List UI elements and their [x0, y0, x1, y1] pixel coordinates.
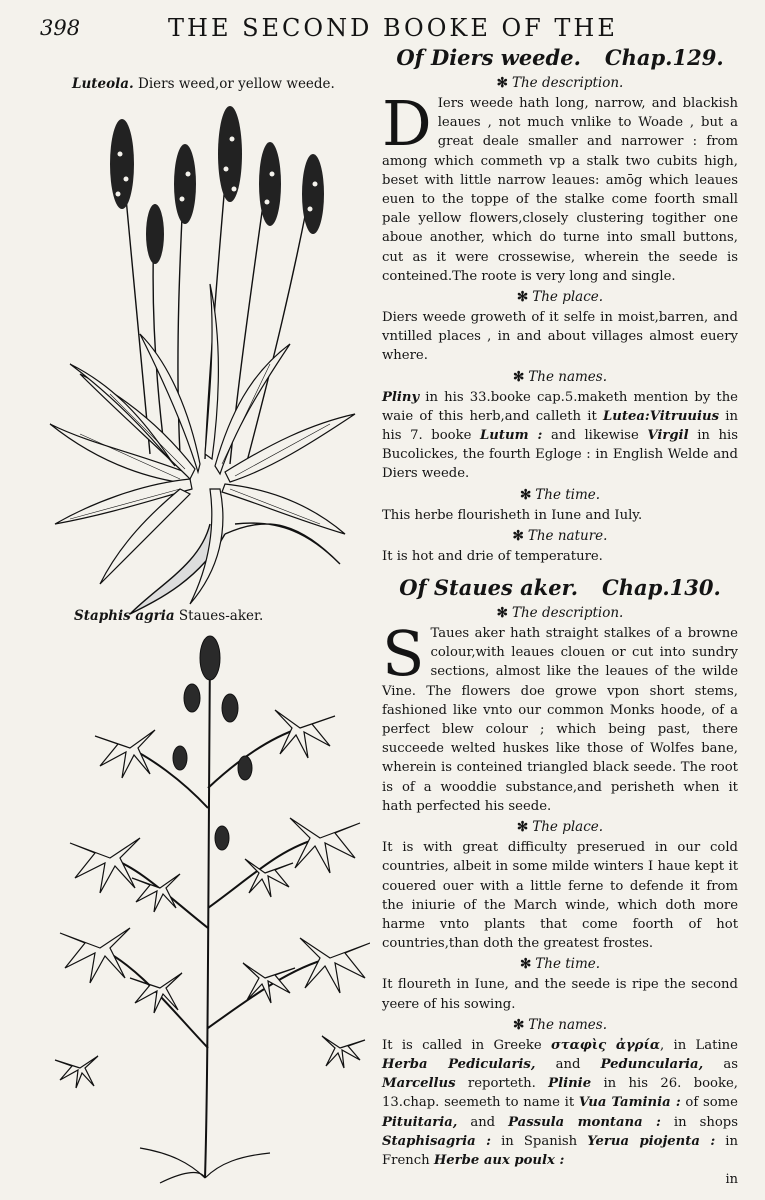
chapter-129-heading	[382, 44, 738, 72]
section-heading: ✻ The description.	[496, 75, 624, 91]
figure-caption-staphisagria	[74, 608, 263, 624]
drop-cap: D	[382, 87, 432, 160]
section-heading: ✻ The time.	[519, 486, 601, 503]
illustration-column	[40, 50, 370, 1190]
figure-common-name: Diers weed,or yellow weede.	[138, 76, 335, 92]
section-heading: ✻ The time.	[519, 956, 601, 973]
section-heading: ✻ The place.	[516, 289, 604, 306]
diers-weed-illustration	[40, 94, 370, 634]
names-paragraph: It is called in Greeke σταφὶς ἀγρία, in Latine Herba Pedicularis, and Peduncularia, as Marcellus reporteth. Plinie in his 26. booke, 13.chap. seemeth to name it Vua Taminia : of some Pituitaria, and Passula montana : in shops Staphisagria : in Spanish Yerua piojenta : in French Herbe aux poulx :	[382, 1037, 738, 1168]
figure-latin-name: Staphis agria	[74, 608, 175, 624]
figure-common-name: Staues-aker.	[178, 608, 264, 624]
section-heading: ✻ The place.	[516, 819, 604, 836]
asterisk-icon: ✻	[516, 819, 529, 836]
asterisk-icon: ✻	[512, 527, 524, 544]
chapter-title: Of Staues aker.	[399, 575, 579, 601]
names-paragraph: Pliny in his 33.booke cap.5.maketh mention by the waie of this herb,and calleth it Lutea:Vitruuius in his 7. booke Lutum : and likewise Virgil in his Bucolickes, the fourth Egloge : in English Welde and Diers weede.	[382, 389, 738, 482]
catchword: in	[725, 1172, 738, 1188]
page-number: 398	[40, 16, 81, 40]
asterisk-icon: ✻	[519, 956, 532, 973]
place-paragraph: It is with great difficulty preserued in our cold countries, albeit in some milde winters I haue kept it couered ouer with a little ferne to defende it from the iniurie of the March winde, which doth more harme vnto plants that come foorth of hot countries,than doth the greatest frostes.	[382, 840, 738, 952]
chapter-130-heading	[382, 574, 738, 602]
time-paragraph: It floureth in Iune, and the seede is ripe the second yeere of his sowing.	[382, 977, 738, 1012]
place-paragraph: Diers weede groweth of it selfe in moist,barren, and vntilled places , in and about villages almost euery where.	[382, 310, 738, 364]
asterisk-icon: ✻	[512, 368, 525, 385]
running-title: THE SECOND BOOKE OF THE	[168, 14, 618, 42]
section-heading: ✻ The names.	[512, 1016, 608, 1033]
asterisk-icon: ✻	[512, 1016, 525, 1033]
nature-paragraph: It is hot and drie of temperature.	[382, 548, 603, 564]
section-heading: ✻ The names.	[512, 368, 608, 385]
asterisk-icon: ✻	[496, 605, 508, 622]
section-heading: ✻ The nature.	[512, 527, 608, 544]
asterisk-icon: ✻	[519, 486, 532, 503]
chapter-number: Chap.129.	[604, 45, 724, 70]
page-header	[40, 14, 729, 48]
time-paragraph: This herbe flourisheth in Iune and Iuly.	[382, 507, 643, 523]
staues-aker-illustration	[40, 628, 370, 1188]
description-paragraph: S Taues aker hath straight stalkes of a browne colour,with leaues clouen or cut into sundry sections, almost like the leaues of the wilde Vine. The flowers doe growe vpon short stems, fashioned like vnto our common Monks hoode, of a perfect blew colour ; which being past, there succeede welted huskes like those of Wolfes bane, wherein is conteined triangled black seede. The root is of a wooddie substance,and perisheth when it hath perfected his seede.	[382, 617, 738, 814]
chapter-title: Of Diers weede.	[396, 45, 581, 70]
asterisk-icon: ✻	[496, 75, 508, 91]
drop-cap: S	[382, 617, 425, 691]
asterisk-icon: ✻	[516, 289, 529, 306]
text-column	[382, 44, 738, 1187]
figure-latin-name: Luteola.	[72, 76, 134, 92]
chapter-number: Chap.130.	[602, 575, 721, 601]
description-paragraph: D Iers weede hath long, narrow, and blackish leaues , not much vnlike to Woade , but a great deale smaller and narrower : from among which commeth vp a stalk two cubits high, beset with little narrow leaues: amōg which leaues euen to the toppe of the stalke come foorth small pale yellow flowers,closely clustering togither one aboue another, which do turne into small buttons, cut as it were crossewise, wherein the seede is conteined.The roote is very long and single.	[382, 87, 738, 284]
section-heading: ✻ The description.	[496, 605, 624, 622]
figure-caption-luteola	[72, 76, 335, 92]
